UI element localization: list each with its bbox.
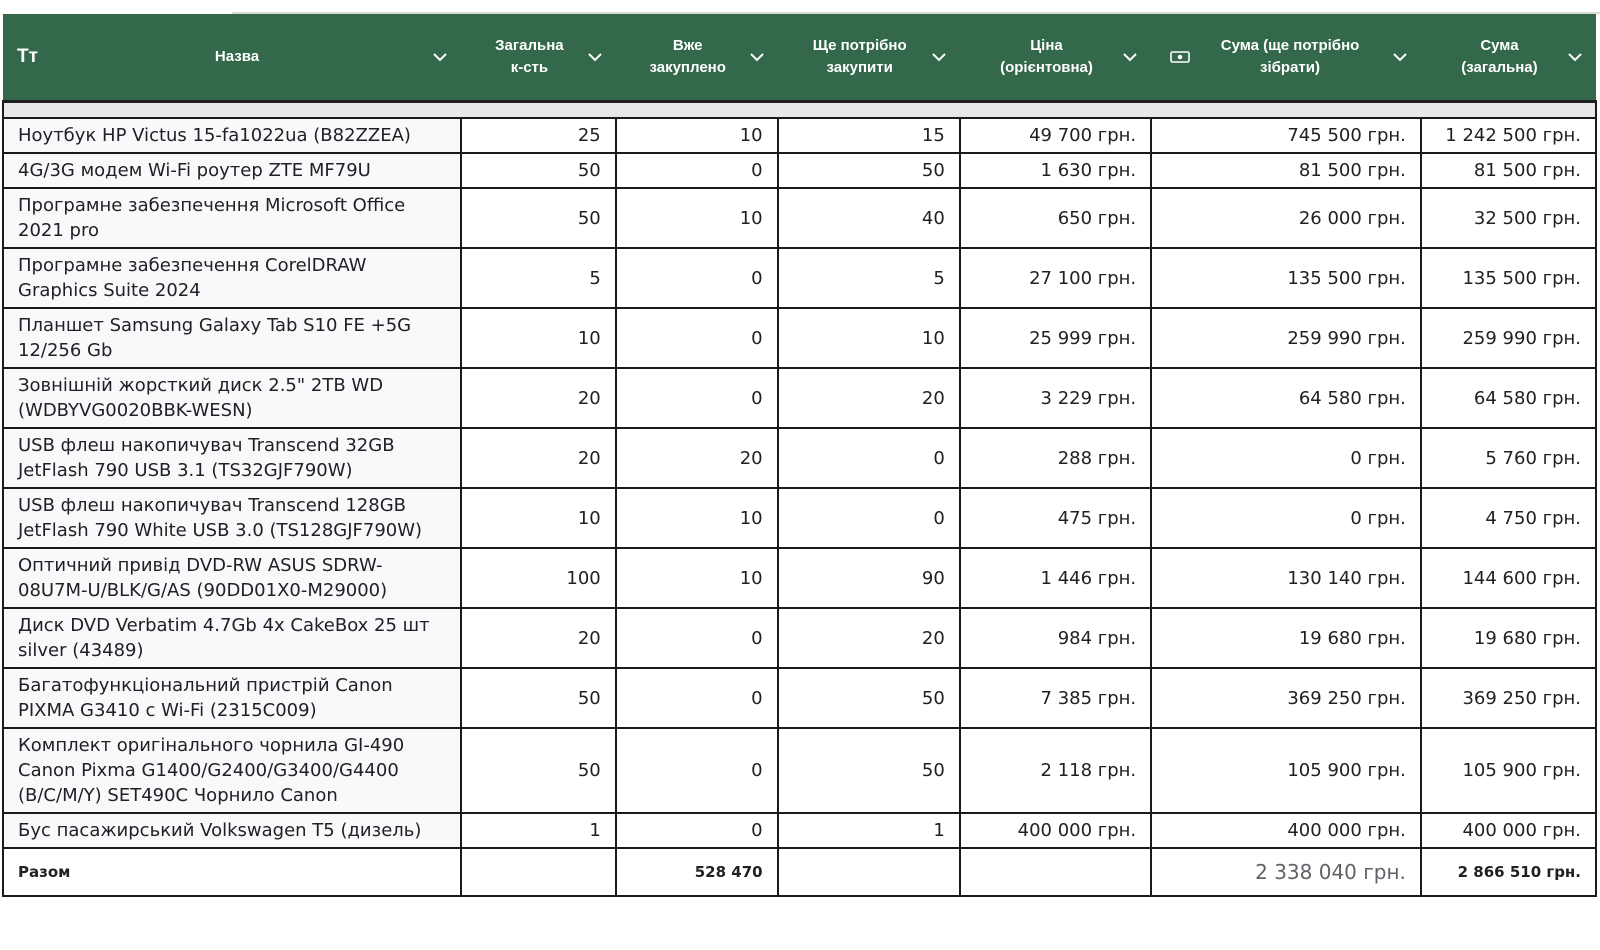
total-qty-cell[interactable]: 50	[461, 668, 616, 728]
header-remaining[interactable]	[778, 14, 960, 102]
money-icon	[1169, 49, 1191, 65]
price-cell[interactable]: 288 грн.	[960, 428, 1151, 488]
header-label: Ціна (орієнтовна)	[1000, 37, 1093, 76]
sum-needed-cell[interactable]: 0 грн.	[1151, 428, 1421, 488]
sum-needed-cell[interactable]: 259 990 грн.	[1151, 308, 1421, 368]
chevron-down-icon[interactable]	[928, 46, 950, 68]
sum-total-cell[interactable]: 369 250 грн.	[1421, 668, 1596, 728]
table-row	[3, 813, 1596, 848]
chevron-down-icon[interactable]	[1389, 46, 1411, 68]
table-row	[3, 153, 1596, 188]
sum-needed-cell[interactable]: 0 грн.	[1151, 488, 1421, 548]
purchased-cell[interactable]: 0	[616, 308, 778, 368]
price-cell[interactable]: 3 229 грн.	[960, 368, 1151, 428]
remaining-cell[interactable]: 15	[778, 118, 960, 153]
sum-needed-cell[interactable]: 745 500 грн.	[1151, 118, 1421, 153]
purchased-cell[interactable]: 0	[616, 668, 778, 728]
remaining-cell[interactable]: 1	[778, 813, 960, 848]
remaining-cell[interactable]: 90	[778, 548, 960, 608]
sum-needed-cell[interactable]: 105 900 грн.	[1151, 728, 1421, 813]
sum-total-cell[interactable]: 4 750 грн.	[1421, 488, 1596, 548]
purchased-cell[interactable]: 0	[616, 153, 778, 188]
name-cell[interactable]: Ноутбук HP Victus 15-fa1022ua (B82ZZEA)	[3, 118, 461, 153]
sum-total-cell[interactable]: 81 500 грн.	[1421, 153, 1596, 188]
name-cell[interactable]: Багатофункціональний пристрій Canon PIXMA G3410 c Wi-Fi (2315C009)	[3, 668, 461, 728]
purchased-cell[interactable]: 0	[616, 813, 778, 848]
chevron-down-icon[interactable]	[584, 46, 606, 68]
total-qty-cell[interactable]: 5	[461, 248, 616, 308]
sum-total-cell[interactable]: 1 242 500 грн.	[1421, 118, 1596, 153]
table-body	[3, 118, 1596, 848]
total-qty-cell[interactable]: 1	[461, 813, 616, 848]
header-price[interactable]	[960, 14, 1151, 102]
header-sum-total[interactable]	[1421, 14, 1596, 102]
price-cell[interactable]: 2 118 грн.	[960, 728, 1151, 813]
purchased-cell[interactable]: 10	[616, 118, 778, 153]
total-qty-cell[interactable]: 20	[461, 608, 616, 668]
total-qty-cell[interactable]: 10	[461, 308, 616, 368]
header-sum-needed[interactable]	[1151, 14, 1421, 102]
header-label: Вже закуплено	[649, 37, 726, 76]
total-qty-cell[interactable]: 50	[461, 153, 616, 188]
chevron-down-icon[interactable]	[1564, 46, 1586, 68]
table-row	[3, 728, 1596, 813]
total-qty-cell[interactable]: 20	[461, 368, 616, 428]
sum-needed-cell[interactable]: 130 140 грн.	[1151, 548, 1421, 608]
sum-total-cell[interactable]: 64 580 грн.	[1421, 368, 1596, 428]
sum-needed-cell[interactable]: 400 000 грн.	[1151, 813, 1421, 848]
total-sum-needed-cell[interactable]: 2 338 040 грн.	[1151, 848, 1421, 896]
purchased-cell[interactable]: 0	[616, 368, 778, 428]
purchased-cell[interactable]: 10	[616, 188, 778, 248]
remaining-cell[interactable]: 20	[778, 368, 960, 428]
total-sum-total-cell[interactable]: 2 866 510 грн.	[1421, 848, 1596, 896]
table-row	[3, 548, 1596, 608]
purchase-table	[2, 14, 1597, 897]
sum-needed-cell[interactable]: 19 680 грн.	[1151, 608, 1421, 668]
sum-total-cell[interactable]: 259 990 грн.	[1421, 308, 1596, 368]
price-cell[interactable]: 27 100 грн.	[960, 248, 1151, 308]
table-row	[3, 308, 1596, 368]
name-cell[interactable]: Диск DVD Verbatim 4.7Gb 4x CakeBox 25 шт silver (43489)	[3, 608, 461, 668]
sum-total-cell[interactable]: 144 600 грн.	[1421, 548, 1596, 608]
total-qty-cell[interactable]	[461, 848, 616, 896]
header-total-qty[interactable]	[461, 14, 616, 102]
name-cell[interactable]: USB флеш накопичувач Transcend 128GB JetFlash 790 White USB 3.0 (TS128GJF790W)	[3, 488, 461, 548]
table-row	[3, 368, 1596, 428]
name-cell[interactable]: Оптичний привід DVD-RW ASUS SDRW-08U7M-U/BLK/G/AS (90DD01X0-M29000)	[3, 548, 461, 608]
sum-needed-cell[interactable]: 81 500 грн.	[1151, 153, 1421, 188]
sum-needed-cell[interactable]: 26 000 грн.	[1151, 188, 1421, 248]
text-type-icon: Тт	[17, 46, 38, 67]
name-cell[interactable]: Програмне забезпечення CorelDRAW Graphics Suite 2024	[3, 248, 461, 308]
price-cell[interactable]: 25 999 грн.	[960, 308, 1151, 368]
remaining-cell[interactable]: 50	[778, 728, 960, 813]
price-cell[interactable]: 1 630 грн.	[960, 153, 1151, 188]
name-cell[interactable]: Зовнішній жорсткий диск 2.5" 2TB WD (WDBYVG0020BBK-WESN)	[3, 368, 461, 428]
chevron-down-icon[interactable]	[1119, 46, 1141, 68]
price-cell[interactable]: 475 грн.	[960, 488, 1151, 548]
name-cell[interactable]: Планшет Samsung Galaxy Tab S10 FE +5G 12/256 Gb	[3, 308, 461, 368]
total-qty-cell[interactable]: 10	[461, 488, 616, 548]
name-cell[interactable]: Програмне забезпечення Microsoft Office 2021 pro	[3, 188, 461, 248]
chevron-down-icon[interactable]	[429, 46, 451, 68]
price-cell[interactable]: 650 грн.	[960, 188, 1151, 248]
header-label: Назва	[214, 48, 260, 65]
sum-total-cell[interactable]: 19 680 грн.	[1421, 608, 1596, 668]
total-qty-cell[interactable]: 50	[461, 188, 616, 248]
total-qty-cell[interactable]: 50	[461, 728, 616, 813]
remaining-cell[interactable]: 0	[778, 488, 960, 548]
sum-needed-cell[interactable]: 135 500 грн.	[1151, 248, 1421, 308]
total-purchased-cell[interactable]: 528 470	[616, 848, 778, 896]
total-qty-cell[interactable]: 25	[461, 118, 616, 153]
remaining-cell[interactable]: 40	[778, 188, 960, 248]
table-row	[3, 248, 1596, 308]
remaining-cell[interactable]: 5	[778, 248, 960, 308]
header-label: Загальна к-сть	[495, 37, 564, 76]
total-qty-cell[interactable]: 100	[461, 548, 616, 608]
sum-total-cell[interactable]: 135 500 грн.	[1421, 248, 1596, 308]
table-row	[3, 428, 1596, 488]
purchased-cell[interactable]: 0	[616, 728, 778, 813]
sum-total-cell[interactable]: 5 760 грн.	[1421, 428, 1596, 488]
price-cell[interactable]: 984 грн.	[960, 608, 1151, 668]
price-cell[interactable]: 7 385 грн.	[960, 668, 1151, 728]
purchased-cell[interactable]: 10	[616, 548, 778, 608]
name-cell[interactable]: 4G/3G модем Wi-Fi роутер ZTE MF79U	[3, 153, 461, 188]
table-row	[3, 118, 1596, 153]
table-row	[3, 608, 1596, 668]
total-price-cell[interactable]	[960, 848, 1151, 896]
remaining-cell[interactable]: 20	[778, 608, 960, 668]
sum-total-cell[interactable]: 105 900 грн.	[1421, 728, 1596, 813]
sum-total-cell[interactable]: 32 500 грн.	[1421, 188, 1596, 248]
header-gap	[3, 102, 1596, 119]
header-label: Сума (ще потрібно зібрати)	[1220, 37, 1360, 76]
header-name[interactable]	[3, 14, 461, 102]
header-row	[3, 14, 1596, 102]
remaining-cell[interactable]: 0	[778, 428, 960, 488]
table-row	[3, 188, 1596, 248]
purchased-cell[interactable]: 0	[616, 248, 778, 308]
remaining-cell[interactable]: 50	[778, 153, 960, 188]
sum-total-cell[interactable]: 400 000 грн.	[1421, 813, 1596, 848]
header-purchased[interactable]	[616, 14, 778, 102]
price-cell[interactable]: 49 700 грн.	[960, 118, 1151, 153]
chevron-down-icon[interactable]	[746, 46, 768, 68]
table-row	[3, 668, 1596, 728]
remaining-cell[interactable]: 10	[778, 308, 960, 368]
total-label[interactable]: Разом	[3, 848, 461, 896]
price-cell[interactable]: 400 000 грн.	[960, 813, 1151, 848]
purchased-cell[interactable]: 10	[616, 488, 778, 548]
total-remaining-cell[interactable]	[778, 848, 960, 896]
remaining-cell[interactable]: 50	[778, 668, 960, 728]
name-cell[interactable]: USB флеш накопичувач Transcend 32GB JetFlash 790 USB 3.1 (TS32GJF790W)	[3, 428, 461, 488]
purchased-cell[interactable]: 0	[616, 608, 778, 668]
header-label: Сума (загальна)	[1461, 37, 1538, 76]
header-label: Ще потрібно закупити	[812, 37, 907, 76]
purchased-cell[interactable]: 20	[616, 428, 778, 488]
name-cell[interactable]: Комплект оригінального чорнила GI-490 Canon Pixma G1400/G2400/G3400/G4400 (B/C/M/Y) SET490C Чорнило Canon	[3, 728, 461, 813]
price-cell[interactable]: 1 446 грн.	[960, 548, 1151, 608]
total-qty-cell[interactable]: 20	[461, 428, 616, 488]
table-row	[3, 488, 1596, 548]
total-row	[3, 848, 1596, 896]
name-cell[interactable]: Бус пасажирський Volkswagen T5 (дизель)	[3, 813, 461, 848]
sum-needed-cell[interactable]: 369 250 грн.	[1151, 668, 1421, 728]
sum-needed-cell[interactable]: 64 580 грн.	[1151, 368, 1421, 428]
